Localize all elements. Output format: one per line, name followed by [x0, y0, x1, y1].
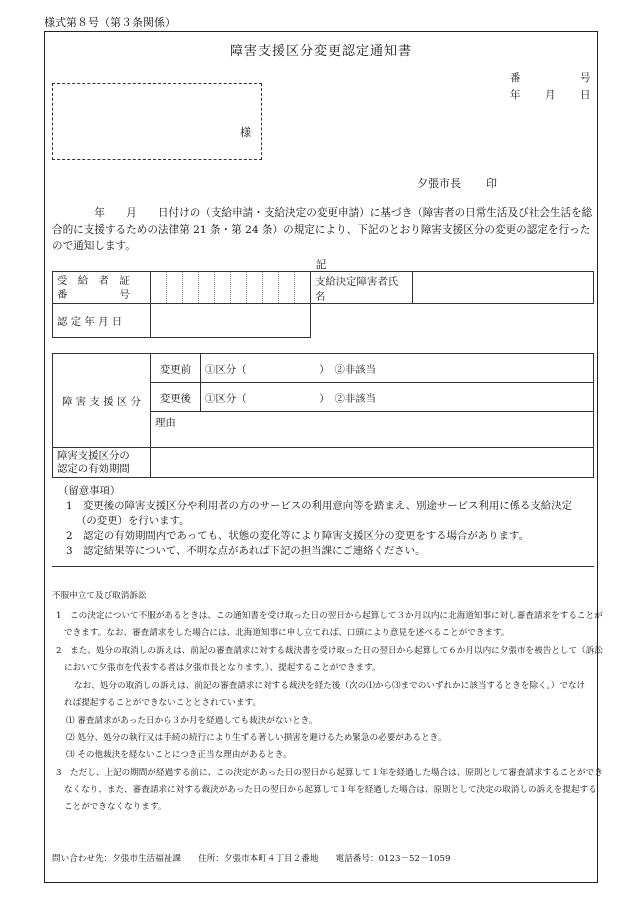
appeal-sub-3: ⑶ その他裁決を経ないことにつき正当な理由があるとき。: [66, 750, 292, 760]
date-month: 月: [545, 89, 556, 101]
before-option-1[interactable]: ①区分（ ）: [201, 354, 331, 383]
appeal-p1: 1 この決定について不服があるときは、この通知書を受け取った日の翌日から起算して３か月以内に北海道知事に対し審査請求をすることができます。なお、審査請求をした場合には、北海道知事に申し立てれば、口頭により意見を述べることができます。: [56, 611, 603, 638]
notes-section: [58, 484, 592, 559]
digit-cell-5[interactable]: [215, 272, 231, 304]
ki-heading: 記: [315, 259, 327, 271]
appeal-heading: 不服申立て及び取消訴訟: [52, 591, 147, 601]
digit-cell-9[interactable]: [279, 272, 295, 304]
appeal-p2: 2 また、処分の取消しの訴えは、前記の審査請求に対する裁決書を受け取った日の翌日から起算して６か月以内に夕張市を被告として（訴訟において夕張市を代表する者は夕張市長となります。）、提起することができます。: [56, 646, 603, 673]
cert-date-field[interactable]: [151, 304, 311, 338]
appeal-sub-1: ⑴ 審査請求があった日から３か月を経過しても裁決がないとき。: [66, 716, 318, 726]
digit-cell-7[interactable]: [247, 272, 263, 304]
reason-label: 理由: [155, 417, 176, 429]
note-item-2: 2 認定の有効期間内であっても、状態の変化等により障害支援区分の変更をする場合があります。: [66, 530, 529, 542]
addressee-suffix: 様: [240, 126, 251, 139]
after-label: 変更後: [151, 383, 201, 412]
document-title: 障害支援区分変更認定通知書: [229, 44, 412, 59]
number-label: 番: [510, 72, 521, 84]
number-suffix: 号: [580, 72, 591, 84]
digit-cell-3[interactable]: [183, 272, 199, 304]
category-table: [52, 353, 594, 478]
note-item-3: 3 認定結果等について、不明な点があれば下記の担当課にご連絡ください。: [66, 545, 426, 557]
reason-field[interactable]: [151, 412, 594, 448]
validity-label-2: 認定の有効期間: [57, 462, 130, 475]
empty-space: [311, 304, 594, 338]
recipient-name-label: 支給決定障害者氏名: [311, 272, 413, 304]
recipient-number-label: [53, 272, 151, 304]
recipient-number-label-2: 番 号: [57, 288, 130, 301]
recipient-name-field[interactable]: [413, 272, 594, 304]
seal-mark: 印: [486, 177, 497, 190]
digit-cell-4[interactable]: [199, 272, 215, 304]
before-label: 変更前: [151, 354, 201, 383]
after-option-2[interactable]: ②非該当: [331, 383, 594, 412]
form-number: 様式第８号（第３条関係）: [44, 16, 176, 29]
recipient-number-label-1: 受 給 者 証: [57, 274, 130, 287]
digit-cell-6[interactable]: [231, 272, 247, 304]
addressee-box[interactable]: [52, 83, 262, 160]
contact-info: 問い合わせ先：夕張市生活福祉課 住所：夕張市本町４丁目２番地 電話番号：0123－52－1059: [52, 854, 451, 864]
notice-paragraph: 年 月 日付けの（支給申請・支給決定の変更申請）に基づき（障害者の日常生活及び社会生活を総合的に支援するための法律第 21 条・第 24 条）の規定により、下記のとおり障害支援区分の変更の認定を行ったので通知します。: [52, 207, 593, 252]
before-option-2[interactable]: ②非該当: [331, 354, 594, 383]
digit-cell-8[interactable]: [263, 272, 279, 304]
cert-date-label: 認 定 年 月 日: [53, 304, 151, 338]
validity-label: [53, 448, 151, 478]
note-item-1: 1 変更後の障害支援区分や利用者の方のサービスの利用意向等を踏まえ、別途サービス利用に係る支給決定（の変更）を行います。: [66, 500, 572, 527]
notes-bottom-rule: [52, 566, 594, 567]
appeal-p2b: なお、処分の取消しの訴えは、前記の審査請求に対する裁決を経た後（次の⑴から⑶までのいずれかに該当するときを除く。）でなければ提起することができないこととされています。: [64, 681, 586, 708]
after-option-1[interactable]: ①区分（ ）: [201, 383, 331, 412]
notes-heading: （留意事項）: [58, 485, 121, 497]
mayor-name: 夕張市長: [417, 177, 461, 190]
date-day: 日: [580, 89, 591, 101]
validity-field[interactable]: [151, 448, 594, 478]
category-label: 障 害 支 援 区 分: [53, 354, 151, 448]
recipient-table: [52, 271, 594, 338]
date-year: 年: [510, 89, 521, 101]
appeal-sub-2: ⑵ 処分、処分の執行又は手続の続行により生ずる著しい損害を避けるため緊急の必要があるとき。: [66, 733, 447, 743]
digit-cell-2[interactable]: [167, 272, 183, 304]
digit-cell-1[interactable]: [151, 272, 167, 304]
digit-cell-10[interactable]: [295, 272, 311, 304]
appeal-p3: 3 ただし、上記の期間が経過する前に、この決定があった日の翌日から起算して１年を経過した場合は、原則として審査請求することができなくなり、また、審査請求に対する裁決があった日の翌日から起算して１年を経過した場合は、原則として決定の取消しの訴えを提起することができなくなります。: [56, 768, 603, 812]
validity-label-1: 障害支援区分の: [57, 449, 130, 462]
